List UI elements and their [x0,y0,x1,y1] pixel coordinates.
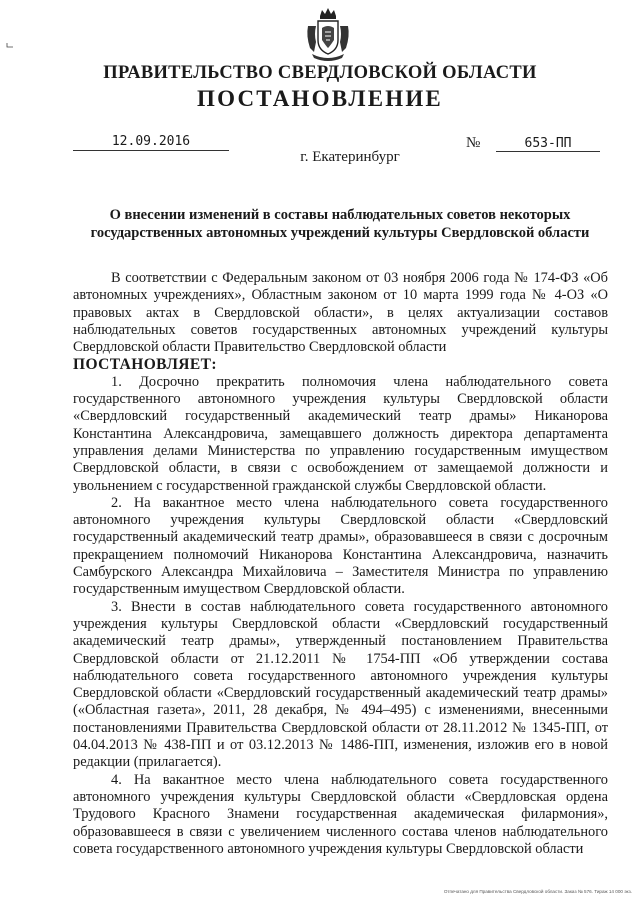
decree-item-3: 3. Внести в состав наблюдательного совета государственного автономного учреждения культуры Свердловской области «Свердловский государственный академический театр драмы», утвержденный постановлением Правительства Свердловской области от 21.12.2011 № 1754-ПП «Об утверждении состава наблюдательного совета государственного автономного учреждения культуры Свердловской области «Свердловский государственный академический театр драмы» («Областная газета», 2011, 28 декабря, № 494–495) с изменениями, внесенными постановлениями Правительства Свердловской области от 28.11.2012 № 1345-ПП, от 04.04.2013 № 438-ПП и от 03.12.2013 № 1486-ПП, изменения, изложив его в новой редакции (прилагается). [73,598,608,771]
print-footer-note: Отпечатано для Правительства Свердловской области. Заказ № 576. Тираж 14 000 экз. [443,889,632,894]
document-body [73,270,608,858]
number-sign: № [466,135,481,151]
document-type: ПОСТАНОВЛЕНИЕ [197,86,443,111]
city-line: г. Екатеринбург [300,149,400,165]
decree-item-2: 2. На вакантное место члена наблюдательного совета государственного автономного учреждения культуры Свердловской области «Свердловский государственный академический театр драмы», образовавшееся в связи с досрочным прекращением полномочий Никанорова Константина Александровича, назначить Самбурского Александра Михайловича – Заместителя Министра по управлению государственным имуществом Свердловской области. [73,494,608,598]
document-subject: О внесении изменений в составы наблюдательных советов некоторых государственных автономных учреждений культуры Свердловской области [90,207,590,241]
preamble-paragraph: В соответствии с Федеральным законом от 03 ноября 2006 года № 174-ФЗ «Об автономных учреждениях», Областным законом от 10 марта 1999 года № 4-ОЗ «О правовых актах в Свердловской области», в целях актуализации составов наблюдательных советов государственных автономных учреждений культуры Свердловской области Правительство Свердловской области [73,270,608,356]
document-date: 12.09.2016 [73,135,229,151]
document-number: 653-ПП [496,137,600,152]
margin-mark-icon [6,42,14,48]
decree-item-4: 4. На вакантное место члена наблюдательного совета государственного автономного учреждения культуры Свердловской области «Свердловская ордена Трудового Красного Знамени государственная академическая филармония», образовавшееся в связи с увеличением численного состава членов наблюдательного совета государственного автономного учреждения культуры Свердловской области [73,771,608,857]
org-title: ПРАВИТЕЛЬСТВО СВЕРДЛОВСКОЙ ОБЛАСТИ [103,63,537,83]
decree-item-1: 1. Досрочно прекратить полномочия члена наблюдательного совета государственного автономного учреждения культуры Свердловской области «Свердловский государственный академический театр драмы» Никанорова Константина Александровича, замещавшего должность директора департамента управления делами Министерства по управлению государственным имуществом Свердловской области, в связи с освобождением от замещаемой должности и увольнением с государственной гражданской службы Свердловской области. [73,373,608,494]
coat-of-arms-emblem [304,6,352,62]
decree-word: ПОСТАНОВЛЯЕТ: [73,356,217,374]
